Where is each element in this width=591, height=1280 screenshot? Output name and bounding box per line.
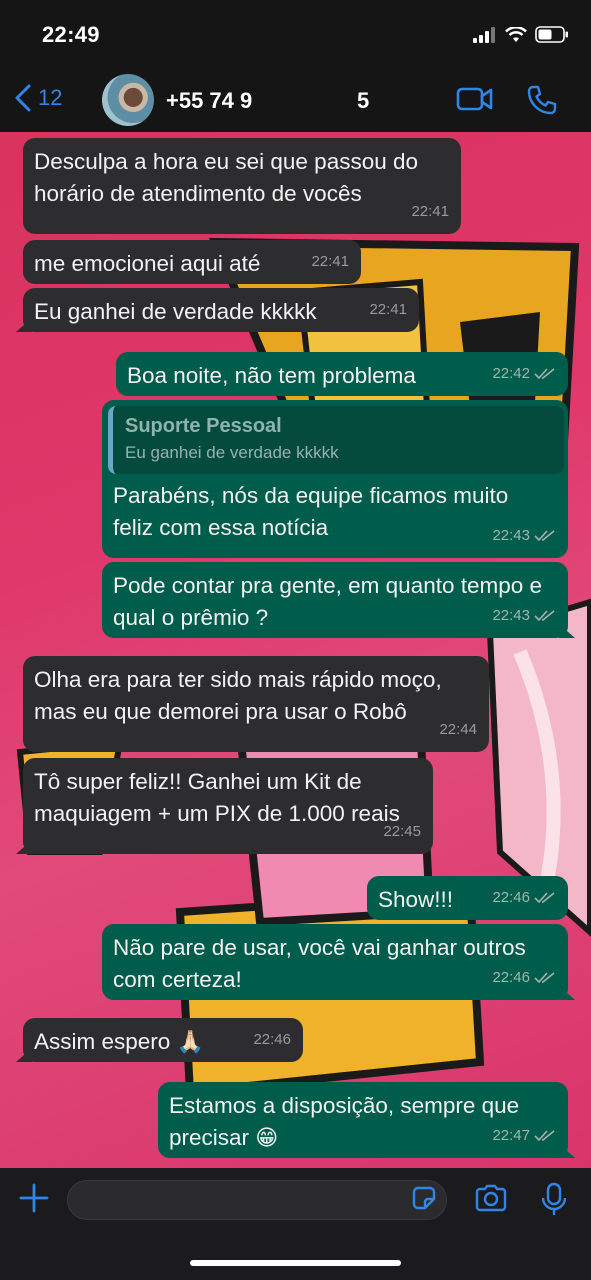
message-time: 22:46 (492, 889, 530, 906)
quoted-author: Suporte Pessoal (125, 415, 282, 437)
message-text: Não pare de usar, você vai ganhar outros com certeza! (113, 935, 526, 992)
message-time: 22:42 (492, 365, 530, 382)
message-meta (492, 1120, 556, 1152)
status-bar (0, 0, 591, 70)
message-text: Parabéns, nós da equipe ficamos muito feliz com essa notícia (113, 483, 509, 540)
message-text: Tô super feliz!! Ganhei um Kit de maquiagem + um PIX de 1.000 reais (34, 769, 400, 826)
camera-icon[interactable] (474, 1184, 508, 1212)
message-outgoing[interactable] (102, 400, 568, 558)
message-meta (492, 600, 556, 632)
plus-icon[interactable] (18, 1182, 50, 1214)
message-time: 22:43 (492, 607, 530, 624)
contact-name[interactable]: +55 74 9 (166, 88, 253, 113)
message-meta (492, 358, 556, 390)
read-receipt-icon (534, 892, 556, 904)
message-meta (492, 882, 556, 914)
message-time: 22:46 (253, 1031, 291, 1048)
chat-header (0, 70, 591, 132)
emoji: 😁 (255, 1125, 279, 1150)
message-text: me emocionei aqui até (34, 251, 261, 276)
wifi-icon (505, 27, 527, 43)
message-time: 22:41 (369, 301, 407, 318)
read-receipt-icon (534, 368, 556, 380)
read-receipt-icon (534, 530, 556, 542)
emoji: 🙏🏻 (176, 1029, 204, 1054)
message-time: 22:44 (439, 721, 477, 738)
message-text: Boa noite, não tem problema (127, 363, 416, 388)
message-text: Eu ganhei de verdade kkkkk (34, 299, 317, 324)
message-incoming[interactable] (23, 656, 489, 752)
message-outgoing[interactable] (102, 924, 568, 1000)
message-incoming[interactable] (23, 138, 461, 234)
battery-icon (535, 26, 569, 43)
video-call-icon[interactable] (456, 84, 494, 114)
contact-name-suffix[interactable]: 5 (357, 88, 370, 113)
message-text: Estamos a disposição, sempre que precisar (169, 1093, 520, 1150)
back-button[interactable] (14, 84, 62, 112)
quoted-message[interactable] (108, 406, 564, 474)
unread-count: 12 (38, 85, 63, 110)
message-text: Pode contar pra gente, em quanto tempo e qual o prêmio ? (113, 573, 543, 630)
phone-call-icon[interactable] (526, 84, 558, 116)
signal-icon (473, 27, 497, 43)
microphone-icon[interactable] (540, 1182, 568, 1218)
read-receipt-icon (534, 1130, 556, 1142)
message-time: 22:43 (492, 527, 530, 544)
message-incoming[interactable] (23, 758, 433, 854)
message-incoming[interactable] (23, 240, 361, 284)
chevron-left-icon (14, 84, 32, 112)
message-outgoing[interactable] (102, 562, 568, 638)
status-icons (473, 26, 569, 43)
message-time: 22:45 (383, 823, 421, 840)
status-time: 22:49 (42, 22, 100, 47)
message-text: Desculpa a hora eu sei que passou do horário de atendimento de vocês (34, 149, 419, 206)
quoted-text: Eu ganhei de verdade kkkkk (125, 443, 339, 462)
message-outgoing[interactable] (367, 876, 568, 920)
avatar[interactable] (102, 74, 154, 126)
message-incoming[interactable] (23, 288, 419, 332)
message-text: Show!!! (378, 887, 454, 912)
read-receipt-icon (534, 972, 556, 984)
message-time: 22:41 (411, 203, 449, 220)
message-time: 22:46 (492, 969, 530, 986)
message-incoming[interactable] (23, 1018, 303, 1062)
message-outgoing[interactable] (116, 352, 568, 396)
message-meta (492, 520, 556, 552)
chat-area[interactable] (0, 132, 591, 1168)
message-meta (492, 962, 556, 994)
message-input[interactable] (67, 1180, 447, 1220)
read-receipt-icon (534, 610, 556, 622)
composer-bar (0, 1168, 591, 1280)
message-time: 22:41 (311, 253, 349, 270)
message-text: Assim espero (34, 1029, 171, 1054)
home-indicator (190, 1260, 401, 1266)
message-text: Olha era para ter sido mais rápido moço, mas eu que demorei pra usar o Robô (34, 667, 442, 724)
sticker-icon[interactable] (410, 1184, 438, 1212)
message-time: 22:47 (492, 1127, 530, 1144)
message-outgoing[interactable] (158, 1082, 568, 1158)
